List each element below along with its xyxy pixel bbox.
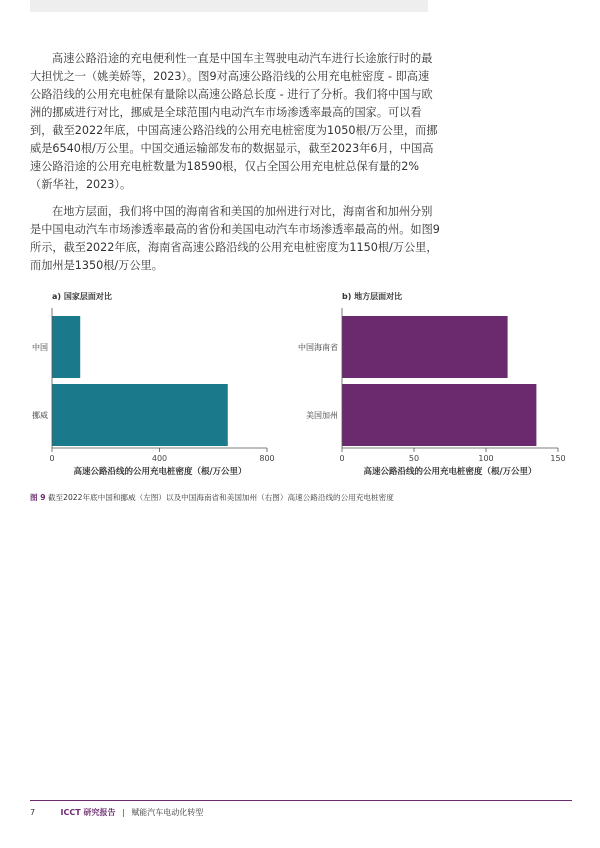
category-label: 中国海南省	[298, 343, 338, 352]
chart-national	[30, 288, 290, 488]
page-number: 7	[30, 808, 36, 817]
page-footer	[30, 807, 203, 818]
x-axis-title: 高速公路沿线的公用充电桩密度（根/万公里）	[73, 467, 247, 477]
bar-1	[342, 384, 536, 446]
figure-caption	[30, 492, 570, 503]
chart-national-svg	[30, 288, 290, 488]
body-paragraph-1: 高速公路沿途的充电便利性一直是中国车主驾驶电动汽车进行长途旅行时的最大担忧之一（姚美娇等，2023）。图9对高速公路沿线的公用充电桩密度 - 即高速公路沿线的公用充电桩保有量除以高速公路总长度 - 进行了分析。我们将中国与欧洲的挪威进行对比，挪威是全球范围内电动汽车市场渗透率最高的国家。可以看到，截至2022年底，中国高速公路沿线的公用充电桩密度为1050根/万公里，而挪威是6540根/万公里。中国交通运输部发布的数据显示，截至2023年6月，中国高速公路沿途的公用充电桩数量为18590根，仅占全国公用充电桩总保有量的2%（新华社，2023）。	[30, 52, 438, 191]
footer-title: 赋能汽车电动化转型	[131, 808, 204, 817]
x-tick-label: 800	[259, 454, 275, 463]
x-tick-label: 50	[408, 454, 420, 463]
bar-1	[52, 384, 228, 446]
x-tick-label: 0	[49, 454, 55, 463]
x-tick-label: 400	[151, 454, 168, 463]
x-axis-title: 高速公路沿线的公用充电桩密度（根/万公里）	[363, 467, 537, 477]
category-label: 中国	[32, 343, 48, 352]
chart-local-svg	[298, 288, 588, 488]
bar-0	[52, 316, 80, 378]
chart-title: a) 国家层面对比	[52, 292, 112, 301]
category-label: 挪威	[32, 411, 48, 420]
footer-brand: ICCT 研究报告	[60, 808, 116, 817]
x-tick-label: 150	[550, 454, 566, 463]
bar-0	[342, 316, 508, 378]
header-band	[30, 0, 428, 12]
category-label: 美国加州	[306, 411, 338, 420]
chart-title: b) 地方层面对比	[342, 292, 403, 301]
footer-divider	[30, 800, 572, 801]
x-tick-label: 100	[478, 454, 494, 463]
body-paragraph-2: 在地方层面，我们将中国的海南省和美国的加州进行对比，海南省和加州分别是中国电动汽车市场渗透率最高的省份和美国电动汽车市场渗透率最高的州。如图9所示，截至2022年底，海南省高速公路沿线的公用充电桩密度为1150根/万公里，而加州是1350根/万公里。	[30, 205, 440, 272]
footer-separator: |	[122, 808, 125, 817]
figure-label: 图 9	[30, 493, 46, 502]
chart-local	[298, 288, 588, 488]
figure-caption-text: 截至2022年底中国和挪威（左图）以及中国海南省和美国加州（右图）高速公路沿线的公用充电桩密度	[47, 493, 394, 502]
x-tick-label: 0	[339, 454, 345, 463]
